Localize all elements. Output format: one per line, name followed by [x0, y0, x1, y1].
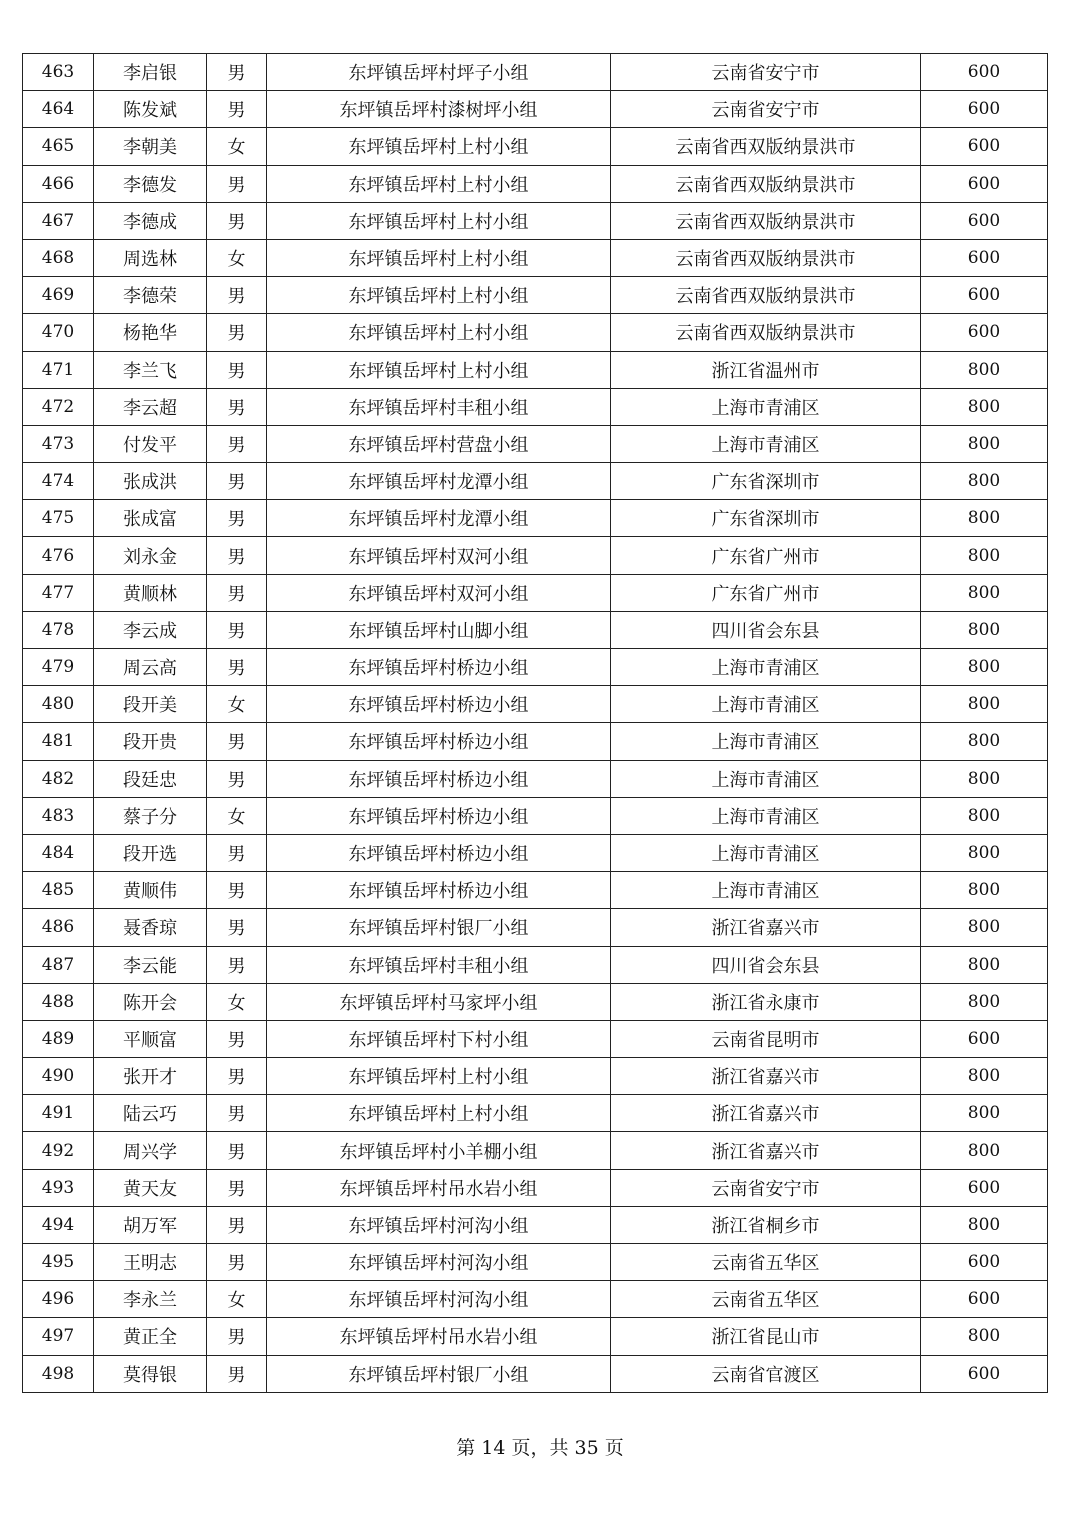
- table-row: [23, 611, 1048, 648]
- village-group-cell: 东坪镇岳坪村桥边小组: [267, 649, 611, 686]
- table-row: [23, 1281, 1048, 1318]
- work-location-cell: 云南省五华区: [611, 1244, 921, 1281]
- row-number-cell: 480: [23, 686, 94, 723]
- amount-cell: 800: [921, 686, 1048, 723]
- row-number-cell: 491: [23, 1095, 94, 1132]
- gender-cell: 男: [207, 611, 267, 648]
- table-row: [23, 54, 1048, 91]
- table-row: [23, 388, 1048, 425]
- village-group-cell: 东坪镇岳坪村漆树坪小组: [267, 91, 611, 128]
- person-name-cell: 黄顺林: [94, 574, 207, 611]
- gender-cell: 男: [207, 165, 267, 202]
- gender-cell: 男: [207, 1206, 267, 1243]
- table-row: [23, 1244, 1048, 1281]
- village-group-cell: 东坪镇岳坪村上村小组: [267, 128, 611, 165]
- table-body: [23, 54, 1048, 1393]
- row-number-cell: 479: [23, 649, 94, 686]
- work-location-cell: 云南省五华区: [611, 1281, 921, 1318]
- gender-cell: 男: [207, 500, 267, 537]
- table-row: [23, 649, 1048, 686]
- person-name-cell: 周云高: [94, 649, 207, 686]
- row-number-cell: 477: [23, 574, 94, 611]
- person-name-cell: 李云成: [94, 611, 207, 648]
- amount-cell: 600: [921, 91, 1048, 128]
- row-number-cell: 495: [23, 1244, 94, 1281]
- row-number-cell: 466: [23, 165, 94, 202]
- village-group-cell: 东坪镇岳坪村河沟小组: [267, 1244, 611, 1281]
- row-number-cell: 481: [23, 723, 94, 760]
- gender-cell: 男: [207, 946, 267, 983]
- gender-cell: 男: [207, 463, 267, 500]
- work-location-cell: 云南省安宁市: [611, 1169, 921, 1206]
- gender-cell: 男: [207, 723, 267, 760]
- amount-cell: 600: [921, 54, 1048, 91]
- amount-cell: 800: [921, 760, 1048, 797]
- row-number-cell: 492: [23, 1132, 94, 1169]
- amount-cell: 800: [921, 500, 1048, 537]
- row-number-cell: 465: [23, 128, 94, 165]
- row-number-cell: 483: [23, 797, 94, 834]
- work-location-cell: 浙江省嘉兴市: [611, 1058, 921, 1095]
- work-location-cell: 浙江省永康市: [611, 983, 921, 1020]
- person-name-cell: 段开贵: [94, 723, 207, 760]
- gender-cell: 男: [207, 1020, 267, 1057]
- amount-cell: 800: [921, 1206, 1048, 1243]
- row-number-cell: 489: [23, 1020, 94, 1057]
- work-location-cell: 浙江省昆山市: [611, 1318, 921, 1355]
- person-name-cell: 李德荣: [94, 277, 207, 314]
- row-number-cell: 498: [23, 1355, 94, 1392]
- table-row: [23, 723, 1048, 760]
- row-number-cell: 464: [23, 91, 94, 128]
- village-group-cell: 东坪镇岳坪村银厂小组: [267, 1355, 611, 1392]
- table-row: [23, 1169, 1048, 1206]
- person-name-cell: 黄顺伟: [94, 872, 207, 909]
- amount-cell: 800: [921, 649, 1048, 686]
- amount-cell: 600: [921, 239, 1048, 276]
- work-location-cell: 云南省安宁市: [611, 91, 921, 128]
- table-row: [23, 574, 1048, 611]
- village-group-cell: 东坪镇岳坪村桥边小组: [267, 723, 611, 760]
- table-row: [23, 946, 1048, 983]
- table-row: [23, 128, 1048, 165]
- gender-cell: 男: [207, 1244, 267, 1281]
- work-location-cell: 浙江省嘉兴市: [611, 909, 921, 946]
- work-location-cell: 广东省广州市: [611, 574, 921, 611]
- person-name-cell: 黄天友: [94, 1169, 207, 1206]
- row-number-cell: 474: [23, 463, 94, 500]
- village-group-cell: 东坪镇岳坪村桥边小组: [267, 760, 611, 797]
- amount-cell: 800: [921, 1318, 1048, 1355]
- table-row: [23, 983, 1048, 1020]
- data-table: [22, 53, 1048, 1393]
- village-group-cell: 东坪镇岳坪村丰租小组: [267, 946, 611, 983]
- village-group-cell: 东坪镇岳坪村桥边小组: [267, 686, 611, 723]
- table-row: [23, 797, 1048, 834]
- amount-cell: 800: [921, 909, 1048, 946]
- work-location-cell: 云南省西双版纳景洪市: [611, 128, 921, 165]
- person-name-cell: 李德发: [94, 165, 207, 202]
- village-group-cell: 东坪镇岳坪村马家坪小组: [267, 983, 611, 1020]
- village-group-cell: 东坪镇岳坪村龙潭小组: [267, 463, 611, 500]
- village-group-cell: 东坪镇岳坪村河沟小组: [267, 1206, 611, 1243]
- work-location-cell: 上海市青浦区: [611, 872, 921, 909]
- work-location-cell: 广东省深圳市: [611, 463, 921, 500]
- village-group-cell: 东坪镇岳坪村桥边小组: [267, 872, 611, 909]
- amount-cell: 600: [921, 1244, 1048, 1281]
- person-name-cell: 张开才: [94, 1058, 207, 1095]
- amount-cell: 600: [921, 1020, 1048, 1057]
- table-row: [23, 277, 1048, 314]
- table-row: [23, 1058, 1048, 1095]
- village-group-cell: 东坪镇岳坪村吊水岩小组: [267, 1169, 611, 1206]
- amount-cell: 600: [921, 165, 1048, 202]
- amount-cell: 800: [921, 388, 1048, 425]
- work-location-cell: 上海市青浦区: [611, 723, 921, 760]
- work-location-cell: 上海市青浦区: [611, 834, 921, 871]
- row-number-cell: 488: [23, 983, 94, 1020]
- work-location-cell: 云南省安宁市: [611, 54, 921, 91]
- row-number-cell: 463: [23, 54, 94, 91]
- village-group-cell: 东坪镇岳坪村上村小组: [267, 1058, 611, 1095]
- amount-cell: 800: [921, 611, 1048, 648]
- work-location-cell: 上海市青浦区: [611, 760, 921, 797]
- table-row: [23, 1095, 1048, 1132]
- person-name-cell: 陆云巧: [94, 1095, 207, 1132]
- amount-cell: 800: [921, 1095, 1048, 1132]
- amount-cell: 800: [921, 425, 1048, 462]
- row-number-cell: 470: [23, 314, 94, 351]
- amount-cell: 800: [921, 834, 1048, 871]
- village-group-cell: 东坪镇岳坪村上村小组: [267, 351, 611, 388]
- table-row: [23, 537, 1048, 574]
- person-name-cell: 李兰飞: [94, 351, 207, 388]
- row-number-cell: 494: [23, 1206, 94, 1243]
- gender-cell: 男: [207, 91, 267, 128]
- gender-cell: 男: [207, 425, 267, 462]
- gender-cell: 男: [207, 388, 267, 425]
- amount-cell: 800: [921, 723, 1048, 760]
- gender-cell: 男: [207, 54, 267, 91]
- gender-cell: 男: [207, 1132, 267, 1169]
- row-number-cell: 469: [23, 277, 94, 314]
- row-number-cell: 484: [23, 834, 94, 871]
- village-group-cell: 东坪镇岳坪村双河小组: [267, 574, 611, 611]
- table-row: [23, 425, 1048, 462]
- gender-cell: 男: [207, 277, 267, 314]
- work-location-cell: 四川省会东县: [611, 611, 921, 648]
- person-name-cell: 周选林: [94, 239, 207, 276]
- row-number-cell: 493: [23, 1169, 94, 1206]
- amount-cell: 800: [921, 1132, 1048, 1169]
- row-number-cell: 486: [23, 909, 94, 946]
- person-name-cell: 付发平: [94, 425, 207, 462]
- village-group-cell: 东坪镇岳坪村上村小组: [267, 277, 611, 314]
- amount-cell: 600: [921, 1281, 1048, 1318]
- row-number-cell: 496: [23, 1281, 94, 1318]
- person-name-cell: 杨艳华: [94, 314, 207, 351]
- person-name-cell: 段开选: [94, 834, 207, 871]
- gender-cell: 男: [207, 1095, 267, 1132]
- work-location-cell: 上海市青浦区: [611, 425, 921, 462]
- table-row: [23, 165, 1048, 202]
- work-location-cell: 云南省昆明市: [611, 1020, 921, 1057]
- amount-cell: 600: [921, 128, 1048, 165]
- gender-cell: 男: [207, 834, 267, 871]
- row-number-cell: 478: [23, 611, 94, 648]
- work-location-cell: 云南省西双版纳景洪市: [611, 314, 921, 351]
- amount-cell: 800: [921, 574, 1048, 611]
- table-row: [23, 1132, 1048, 1169]
- amount-cell: 600: [921, 314, 1048, 351]
- amount-cell: 800: [921, 463, 1048, 500]
- table-row: [23, 239, 1048, 276]
- table-row: [23, 760, 1048, 797]
- person-name-cell: 张成富: [94, 500, 207, 537]
- table-row: [23, 91, 1048, 128]
- village-group-cell: 东坪镇岳坪村丰租小组: [267, 388, 611, 425]
- table-row: [23, 1206, 1048, 1243]
- work-location-cell: 浙江省温州市: [611, 351, 921, 388]
- person-name-cell: 蔡子分: [94, 797, 207, 834]
- person-name-cell: 李朝美: [94, 128, 207, 165]
- row-number-cell: 487: [23, 946, 94, 983]
- person-name-cell: 刘永金: [94, 537, 207, 574]
- amount-cell: 800: [921, 537, 1048, 574]
- table-row: [23, 834, 1048, 871]
- work-location-cell: 广东省深圳市: [611, 500, 921, 537]
- gender-cell: 男: [207, 314, 267, 351]
- village-group-cell: 东坪镇岳坪村营盘小组: [267, 425, 611, 462]
- table-row: [23, 686, 1048, 723]
- table-row: [23, 1318, 1048, 1355]
- gender-cell: 女: [207, 797, 267, 834]
- gender-cell: 男: [207, 202, 267, 239]
- row-number-cell: 482: [23, 760, 94, 797]
- person-name-cell: 周兴学: [94, 1132, 207, 1169]
- person-name-cell: 李启银: [94, 54, 207, 91]
- amount-cell: 800: [921, 351, 1048, 388]
- work-location-cell: 云南省西双版纳景洪市: [611, 239, 921, 276]
- row-number-cell: 472: [23, 388, 94, 425]
- village-group-cell: 东坪镇岳坪村下村小组: [267, 1020, 611, 1057]
- table-row: [23, 909, 1048, 946]
- village-group-cell: 东坪镇岳坪村小羊棚小组: [267, 1132, 611, 1169]
- gender-cell: 男: [207, 1058, 267, 1095]
- table-row: [23, 1020, 1048, 1057]
- village-group-cell: 东坪镇岳坪村山脚小组: [267, 611, 611, 648]
- gender-cell: 男: [207, 909, 267, 946]
- person-name-cell: 段开美: [94, 686, 207, 723]
- gender-cell: 女: [207, 983, 267, 1020]
- person-name-cell: 陈发斌: [94, 91, 207, 128]
- person-name-cell: 段廷忠: [94, 760, 207, 797]
- gender-cell: 男: [207, 760, 267, 797]
- village-group-cell: 东坪镇岳坪村吊水岩小组: [267, 1318, 611, 1355]
- village-group-cell: 东坪镇岳坪村双河小组: [267, 537, 611, 574]
- village-group-cell: 东坪镇岳坪村桥边小组: [267, 797, 611, 834]
- row-number-cell: 468: [23, 239, 94, 276]
- work-location-cell: 广东省广州市: [611, 537, 921, 574]
- amount-cell: 600: [921, 1169, 1048, 1206]
- amount-cell: 800: [921, 983, 1048, 1020]
- row-number-cell: 490: [23, 1058, 94, 1095]
- person-name-cell: 李云能: [94, 946, 207, 983]
- person-name-cell: 王明志: [94, 1244, 207, 1281]
- table-row: [23, 872, 1048, 909]
- gender-cell: 女: [207, 686, 267, 723]
- work-location-cell: 浙江省嘉兴市: [611, 1095, 921, 1132]
- work-location-cell: 浙江省嘉兴市: [611, 1132, 921, 1169]
- person-name-cell: 莫得银: [94, 1355, 207, 1392]
- gender-cell: 女: [207, 239, 267, 276]
- village-group-cell: 东坪镇岳坪村银厂小组: [267, 909, 611, 946]
- village-group-cell: 东坪镇岳坪村上村小组: [267, 1095, 611, 1132]
- gender-cell: 男: [207, 649, 267, 686]
- work-location-cell: 上海市青浦区: [611, 797, 921, 834]
- work-location-cell: 上海市青浦区: [611, 388, 921, 425]
- gender-cell: 男: [207, 537, 267, 574]
- table-row: [23, 500, 1048, 537]
- row-number-cell: 471: [23, 351, 94, 388]
- row-number-cell: 476: [23, 537, 94, 574]
- gender-cell: 女: [207, 1281, 267, 1318]
- work-location-cell: 四川省会东县: [611, 946, 921, 983]
- village-group-cell: 东坪镇岳坪村上村小组: [267, 239, 611, 276]
- work-location-cell: 云南省西双版纳景洪市: [611, 202, 921, 239]
- work-location-cell: 上海市青浦区: [611, 649, 921, 686]
- village-group-cell: 东坪镇岳坪村上村小组: [267, 165, 611, 202]
- person-name-cell: 聂香琼: [94, 909, 207, 946]
- page-footer: 第 14 页，共 35 页: [456, 1437, 624, 1459]
- work-location-cell: 云南省官渡区: [611, 1355, 921, 1392]
- row-number-cell: 475: [23, 500, 94, 537]
- gender-cell: 女: [207, 128, 267, 165]
- amount-cell: 600: [921, 202, 1048, 239]
- village-group-cell: 东坪镇岳坪村河沟小组: [267, 1281, 611, 1318]
- table-row: [23, 351, 1048, 388]
- village-group-cell: 东坪镇岳坪村坪子小组: [267, 54, 611, 91]
- amount-cell: 800: [921, 1058, 1048, 1095]
- gender-cell: 男: [207, 1169, 267, 1206]
- table-row: [23, 202, 1048, 239]
- table-row: [23, 314, 1048, 351]
- person-name-cell: 黄正全: [94, 1318, 207, 1355]
- row-number-cell: 473: [23, 425, 94, 462]
- row-number-cell: 467: [23, 202, 94, 239]
- person-name-cell: 陈开会: [94, 983, 207, 1020]
- person-name-cell: 张成洪: [94, 463, 207, 500]
- person-name-cell: 平顺富: [94, 1020, 207, 1057]
- gender-cell: 男: [207, 872, 267, 909]
- work-location-cell: 云南省西双版纳景洪市: [611, 277, 921, 314]
- table-row: [23, 1355, 1048, 1392]
- village-group-cell: 东坪镇岳坪村上村小组: [267, 314, 611, 351]
- person-name-cell: 李德成: [94, 202, 207, 239]
- row-number-cell: 485: [23, 872, 94, 909]
- work-location-cell: 上海市青浦区: [611, 686, 921, 723]
- person-name-cell: 李永兰: [94, 1281, 207, 1318]
- work-location-cell: 浙江省桐乡市: [611, 1206, 921, 1243]
- person-name-cell: 李云超: [94, 388, 207, 425]
- amount-cell: 800: [921, 797, 1048, 834]
- gender-cell: 男: [207, 1318, 267, 1355]
- amount-cell: 800: [921, 946, 1048, 983]
- village-group-cell: 东坪镇岳坪村龙潭小组: [267, 500, 611, 537]
- village-group-cell: 东坪镇岳坪村上村小组: [267, 202, 611, 239]
- amount-cell: 800: [921, 872, 1048, 909]
- village-group-cell: 东坪镇岳坪村桥边小组: [267, 834, 611, 871]
- amount-cell: 600: [921, 277, 1048, 314]
- table-row: [23, 463, 1048, 500]
- row-number-cell: 497: [23, 1318, 94, 1355]
- work-location-cell: 云南省西双版纳景洪市: [611, 165, 921, 202]
- gender-cell: 男: [207, 574, 267, 611]
- gender-cell: 男: [207, 1355, 267, 1392]
- amount-cell: 600: [921, 1355, 1048, 1392]
- gender-cell: 男: [207, 351, 267, 388]
- person-name-cell: 胡万军: [94, 1206, 207, 1243]
